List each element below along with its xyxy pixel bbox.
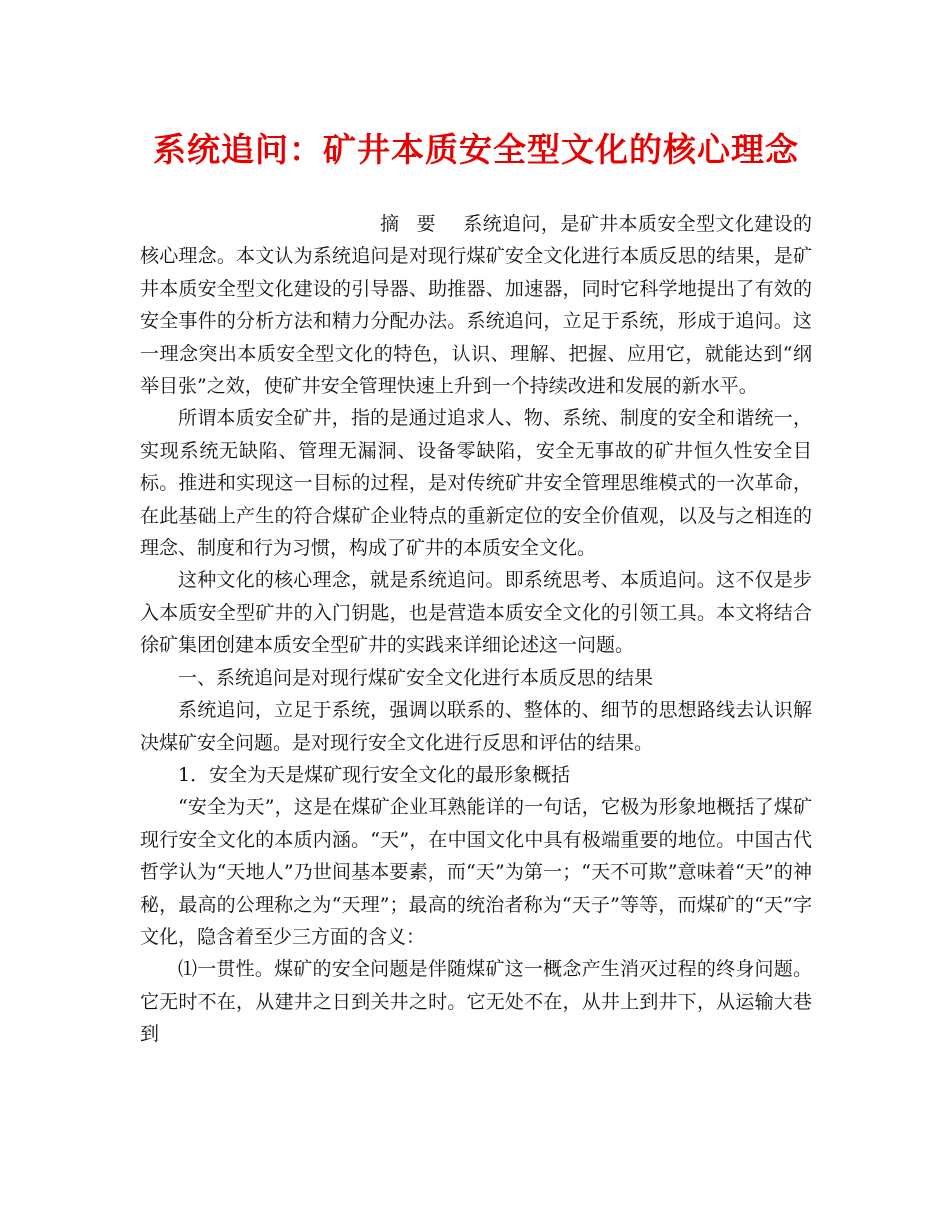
document-body (140, 128, 812, 1051)
abstract-paragraph (140, 208, 812, 402)
abstract-text: 系统追问，是矿井本质安全型文化建设的核心理念。本文认为系统追问是对现行煤矿安全文化进行本质反思的结果，是矿井本质安全型文化建设的引导器、助推器、加速器，同时它科学地提出了有效的安全事件的分析方法和精力分配办法。系统追问，立足于系统，形成于追问。这一理念突出本质安全型文化的特色，认识、理解、把握、应用它，就能达到“纲举目张”之效，使矿井安全管理快速上升到一个持续改进和发展的新水平。 (140, 213, 812, 398)
body-paragraph: ⑴一贯性。煤矿的安全问题是伴随煤矿这一概念产生消灭过程的终身问题。它无时不在，从建井之日到关井之时。它无处不在，从井上到井下，从运输大巷到 (140, 958, 812, 1046)
body-paragraph: 系统追问，立足于系统，强调以联系的、整体的、细节的思想路线去认识解决煤矿安全问题。是对现行安全文化进行反思和评估的结果。 (140, 699, 812, 754)
subsection-heading: 1．安全为天是煤矿现行安全文化的最形象概括 (178, 763, 571, 786)
body-paragraph: “安全为天”，这是在煤矿企业耳熟能详的一句话，它极为形象地概括了煤矿现行安全文化的本质内涵。“天”，在中国文化中具有极端重要的地位。中国古代哲学认为“天地人”乃世间基本要素，而“天”为第一；“天不可欺”意味着“天”的神秘，最高的公理称之为“天理”；最高的统治者称为“天子”等等，而煤矿的“天”字文化，隐含着至少三方面的含义： (140, 796, 812, 948)
body-paragraph: 这种文化的核心理念，就是系统追问。即系统思考、本质追问。这不仅是步入本质安全型矿井的入门钥匙，也是营造本质安全文化的引领工具。本文将结合徐矿集团创建本质安全型矿井的实践来详细论述这一问题。 (140, 569, 812, 657)
body-paragraph: 所谓本质安全矿井，指的是通过追求人、物、系统、制度的安全和谐统一，实现系统无缺陷、管理无漏洞、设备零缺陷，安全无事故的矿井恒久性安全目标。推进和实现这一目标的过程，是对传统矿井安全管理思维模式的一次革命，在此基础上产生的符合煤矿企业特点的重新定位的安全价值观，以及与之相连的理念、制度和行为习惯，构成了矿井的本质安全文化。 (140, 407, 812, 560)
document-title: 系统追问：矿井本质安全型文化的核心理念 (153, 130, 799, 169)
section-heading: 一、系统追问是对现行煤矿安全文化进行本质反思的结果 (178, 666, 654, 689)
abstract-label: 摘要 (380, 213, 453, 235)
